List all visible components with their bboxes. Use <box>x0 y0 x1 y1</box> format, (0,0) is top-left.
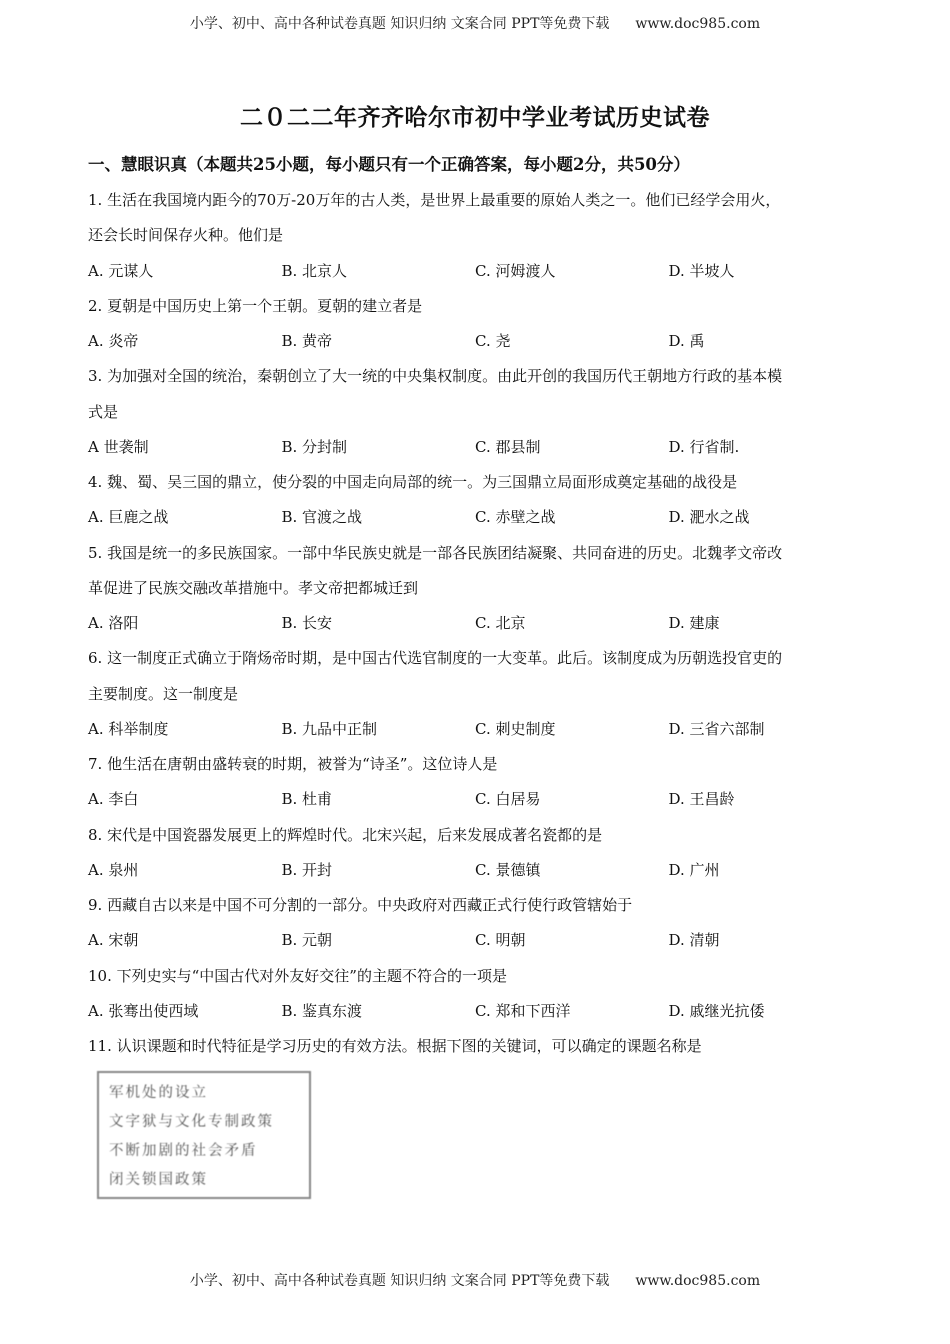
option-a: A. 科举制度 <box>88 719 169 738</box>
option-a: A. 张骞出使西域 <box>88 1001 199 1020</box>
options-row <box>88 324 868 359</box>
option-d: D. 戚继光抗倭 <box>668 1001 765 1020</box>
question-1 <box>88 183 868 289</box>
question-4 <box>88 465 868 536</box>
question-stem-line: 3. 为加强对全国的统治，秦朝创立了大一统的中央集权制度。由此开创的我国历代王朝地方行政的基本模 <box>88 367 783 386</box>
page-title: 二０二二年齐齐哈尔市初中学业考试历史试卷 <box>240 104 710 131</box>
option-c: C. 郑和下西洋 <box>475 1001 571 1020</box>
option-d: D. 王昌龄 <box>668 790 735 809</box>
options-row <box>88 782 868 817</box>
option-b: B. 北京人 <box>281 261 348 280</box>
option-d: D. 三省六部制 <box>668 719 765 738</box>
question-stem-line: 还会长时间保存火种。他们是 <box>88 226 284 245</box>
option-c: C. 白居易 <box>475 790 541 809</box>
question-stem-line: 2. 夏朝是中国历史上第一个王朝。夏朝的建立者是 <box>88 296 423 315</box>
question-11 <box>88 1029 868 1064</box>
figure-keyword: 文字狱与文化专制政策 <box>109 1114 274 1130</box>
footer-url[interactable]: www.doc985.com <box>635 1273 761 1289</box>
options-row <box>88 923 868 958</box>
page-footer <box>0 1270 950 1290</box>
header-url[interactable]: www.doc985.com <box>635 16 761 32</box>
option-c: C. 景德镇 <box>475 860 541 879</box>
figure-keyword: 不断加剧的社会矛盾 <box>109 1143 258 1159</box>
options-row <box>88 994 868 1029</box>
question-stem-line: 5. 我国是统一的多民族国家。一部中华民族史就是一部各民族团结凝聚、共同奋进的历史。北魏孝文帝改 <box>88 543 783 562</box>
options-row <box>88 254 868 289</box>
option-b: B. 分封制 <box>281 437 348 456</box>
question-stem-line: 式是 <box>88 402 119 421</box>
option-a: A. 洛阳 <box>88 614 139 632</box>
option-a: A. 泉州 <box>88 860 139 879</box>
question-10 <box>88 959 868 1030</box>
option-b: B. 开封 <box>281 860 333 879</box>
option-d: D. 行省制. <box>668 437 740 456</box>
options-row <box>88 606 868 641</box>
option-a: A. 李白 <box>88 790 139 809</box>
option-a: A. 巨鹿之战 <box>88 508 169 527</box>
option-d: D. 禹 <box>668 332 705 350</box>
question-stem-line: 主要制度。这一制度是 <box>88 684 239 703</box>
option-c: C. 北京 <box>475 614 526 632</box>
question-list <box>88 183 868 1064</box>
question-stem-line: 10. 下列史实与“中国古代对外友好交往”的主题不符合的一项是 <box>88 966 507 985</box>
option-a: A. 炎帝 <box>88 332 139 350</box>
question-7 <box>88 747 868 818</box>
options-row <box>88 500 868 535</box>
option-c: C. 刺史制度 <box>475 719 556 738</box>
question-8 <box>88 818 868 889</box>
keyword-figure <box>97 1071 311 1199</box>
option-a: A. 宋朝 <box>88 931 139 950</box>
question-5 <box>88 536 868 642</box>
figure-keyword: 闭关锁国政策 <box>109 1172 208 1188</box>
option-d: D. 建康 <box>668 614 720 632</box>
figure-keyword: 军机处的设立 <box>109 1085 208 1101</box>
question-stem-line: 革促进了民族交融改革措施中。孝文帝把都城迁到 <box>88 578 419 597</box>
option-c: C. 郡县制 <box>475 437 541 456</box>
option-b: B. 九品中正制 <box>281 719 378 738</box>
option-d: D. 淝水之战 <box>668 508 750 527</box>
footer-text: 小学、初中、高中各种试卷真题 知识归纳 文案合同 PPT等免费下载 <box>189 1273 610 1289</box>
question-3 <box>88 359 868 465</box>
option-a: A. 元谋人 <box>88 261 154 280</box>
option-d: D. 清朝 <box>668 931 720 950</box>
option-b: B. 官渡之战 <box>281 508 363 527</box>
options-row <box>88 712 868 747</box>
option-b: B. 鉴真东渡 <box>281 1001 363 1020</box>
question-stem-line: 9. 西藏自古以来是中国不可分割的一部分。中央政府对西藏正式行使行政管辖始于 <box>88 896 633 914</box>
question-stem-line: 4. 魏、蜀、吴三国的鼎立，使分裂的中国走向局部的统一。为三国鼎立局面形成奠定基础的战役是 <box>88 473 738 491</box>
question-9 <box>88 888 868 959</box>
option-c: C. 尧 <box>475 332 511 350</box>
option-b: B. 黄帝 <box>281 332 333 350</box>
question-2 <box>88 289 868 360</box>
question-stem-line: 7. 他生活在唐朝由盛转衰的时期，被誉为“诗圣”。这位诗人是 <box>88 755 498 773</box>
options-row <box>88 430 868 465</box>
option-c: C. 河姆渡人 <box>475 261 556 280</box>
option-c: C. 明朝 <box>475 931 526 950</box>
option-d: D. 半坡人 <box>668 261 735 280</box>
question-stem-line: 8. 宋代是中国瓷器发展更上的辉煌时代。北宋兴起，后来发展成著名瓷都的是 <box>88 825 603 844</box>
question-stem-line: 6. 这一制度正式确立于隋炀帝时期，是中国古代选官制度的一大变革。此后。该制度成为历朝选投官吏的 <box>88 649 783 668</box>
question-stem-line: 1. 生活在我国境内距今的70万-20万年的古人类，是世界上最重要的原始人类之一。他们已经学会用火， <box>88 191 781 209</box>
option-b: B. 长安 <box>281 614 333 632</box>
option-d: D. 广州 <box>668 860 720 879</box>
section-heading: 一、慧眼识真（本题共25小题，每小题只有一个正确答案，每小题2分，共50分） <box>88 155 690 174</box>
header-text: 小学、初中、高中各种试卷真题 知识归纳 文案合同 PPT等免费下载 <box>189 16 610 32</box>
page-header <box>0 13 950 33</box>
option-a: A 世袭制 <box>88 437 149 456</box>
question-stem-line: 11. 认识课题和时代特征是学习历史的有效方法。根据下图的关键词，可以确定的课题名称是 <box>88 1037 702 1055</box>
option-b: B. 杜甫 <box>281 790 333 809</box>
option-b: B. 元朝 <box>281 931 333 950</box>
options-row <box>88 853 868 888</box>
option-c: C. 赤壁之战 <box>475 508 556 527</box>
question-6 <box>88 641 868 747</box>
